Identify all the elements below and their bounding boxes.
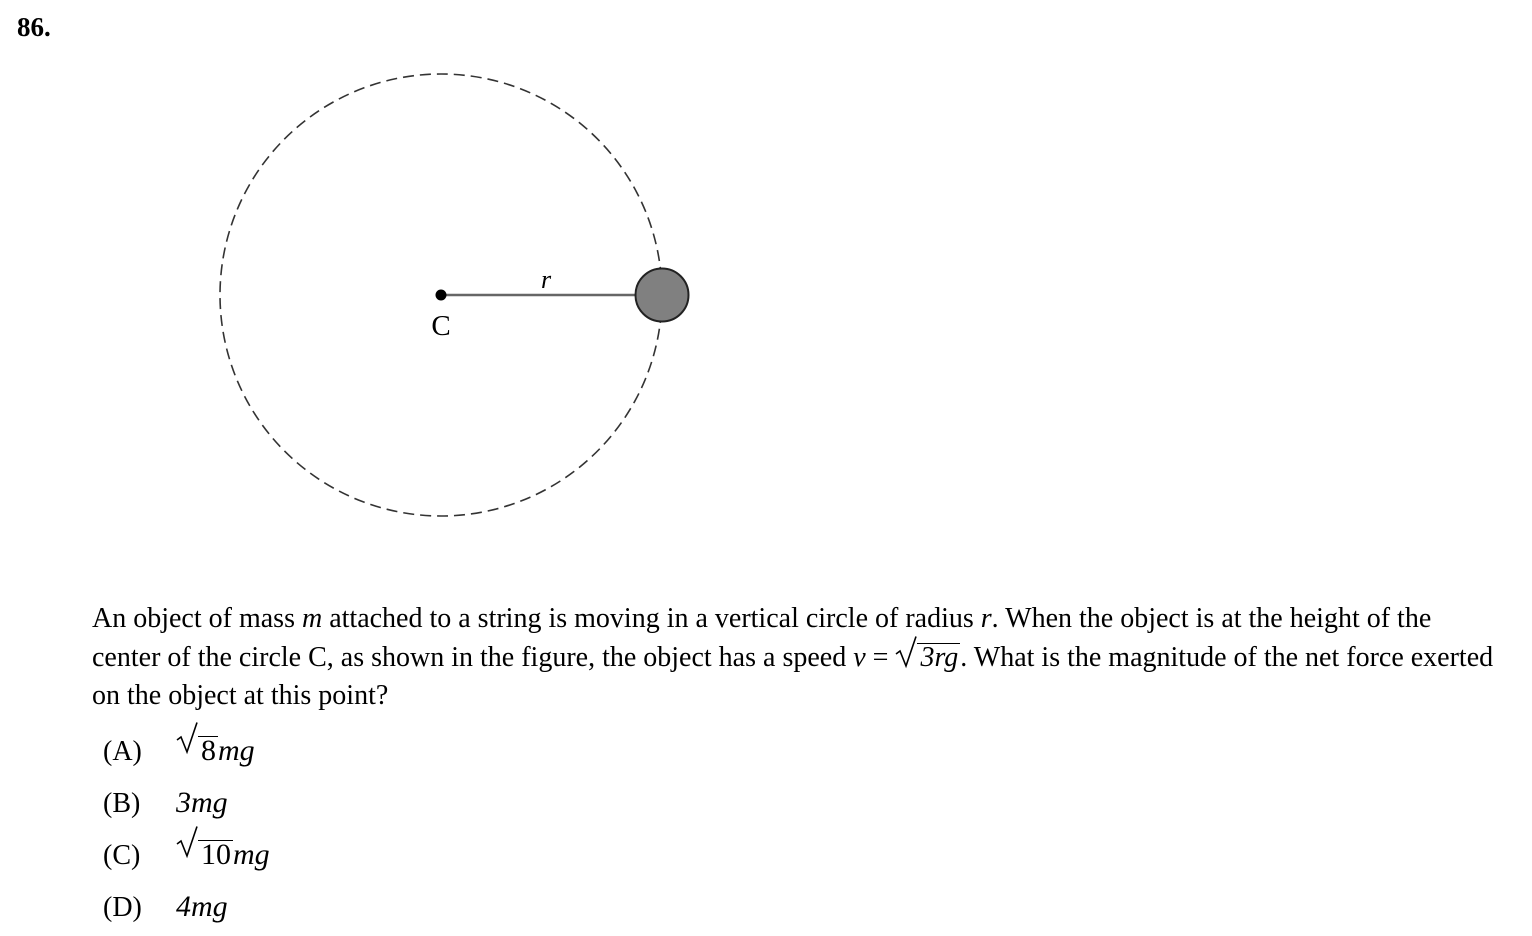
- stem-text: . When the object is at the height of the center of the circle: [92, 603, 1432, 673]
- choice-a[interactable]: [103, 725, 270, 777]
- radius-label: r: [540, 265, 552, 294]
- radical-sign-icon: [895, 635, 917, 669]
- choice-answer: [176, 725, 255, 777]
- center-label: C: [431, 310, 451, 342]
- radical-sign-icon: [176, 825, 198, 859]
- radical-sign-icon: [176, 721, 198, 755]
- circular-motion-figure: [200, 55, 720, 535]
- sqrt-radicand: 10: [198, 840, 233, 869]
- var-r: r: [980, 603, 992, 634]
- sqrt-radicand: 8: [198, 736, 218, 765]
- stem-text: , as shown in the figure, the object has a speed: [326, 641, 854, 673]
- mass-ball: [636, 269, 689, 322]
- choice-answer: [176, 829, 270, 881]
- var-m: m: [301, 603, 323, 634]
- stem-text: An object of mass: [92, 603, 302, 634]
- choice-b[interactable]: [103, 777, 270, 829]
- sqrt-expression: [176, 725, 218, 777]
- choice-answer: 4mg: [176, 890, 228, 923]
- answer-choices: [103, 725, 270, 933]
- var-c: C: [308, 641, 327, 673]
- choice-d[interactable]: [103, 881, 270, 933]
- choice-letter: (D): [103, 892, 142, 923]
- sqrt-radicand: 3rg: [917, 643, 960, 672]
- stem-text: attached to a string is moving in a vertical circle of radius: [322, 603, 981, 634]
- question-number: 86.: [17, 12, 51, 42]
- sqrt-expression: [895, 639, 960, 678]
- choice-c[interactable]: [103, 829, 270, 881]
- question-stem: [92, 600, 1502, 716]
- choice-letter: (A): [103, 736, 142, 767]
- stem-text: . What is the magnitude of the net force exerted on the object at this point?: [92, 641, 1494, 711]
- choice-rest: mg: [218, 734, 255, 767]
- sqrt-expression: [176, 829, 233, 881]
- choice-rest: mg: [233, 838, 270, 871]
- choice-answer: 3mg: [176, 786, 228, 819]
- var-v: v: [853, 641, 866, 673]
- choice-letter: (B): [103, 788, 141, 819]
- center-point: [436, 290, 447, 301]
- choice-letter: (C): [103, 840, 141, 871]
- equals-sign: =: [865, 641, 896, 673]
